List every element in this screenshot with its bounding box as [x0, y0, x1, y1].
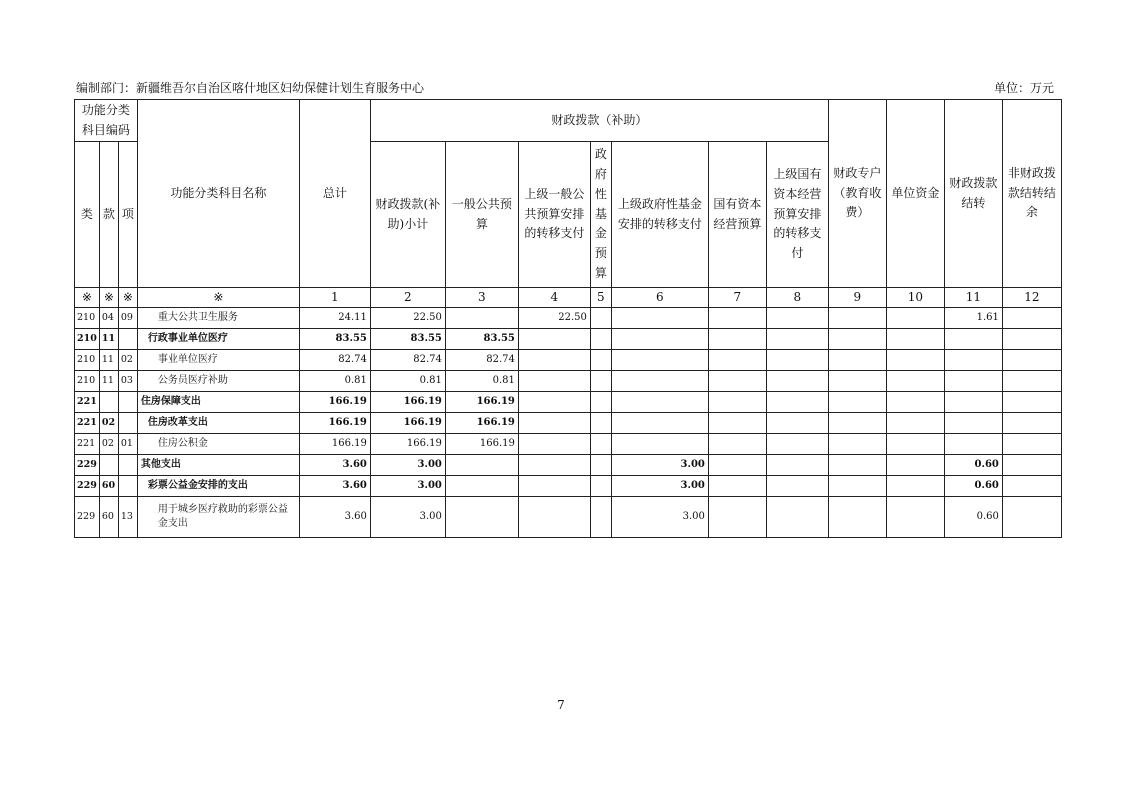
func-name-cell: 行政事业单位医疗: [137, 329, 299, 350]
func-name-cell: 公务员医疗补助: [137, 371, 299, 392]
header-kuan: 款: [99, 142, 118, 288]
lei-cell: 221: [75, 392, 100, 413]
budget-table: [74, 99, 1062, 538]
func-name-cell: 用于城乡医疗救助的彩票公益金支出: [137, 497, 299, 538]
amount-cell-c1: 0.81: [299, 371, 370, 392]
amount-cell-c1: 3.60: [299, 476, 370, 497]
amount-cell-c2: 166.19: [370, 413, 445, 434]
table-row: [75, 392, 1062, 413]
header-fiscal-special: 财政专户（教育收费）: [828, 100, 886, 288]
amount-cell-c12: [1002, 434, 1061, 455]
amount-cell-c9: [828, 371, 886, 392]
index-cell: 6: [611, 288, 708, 308]
header-gov-fund-budget: 政府性基金预算: [590, 142, 611, 288]
amount-cell-c3: [445, 497, 518, 538]
header-upper-general-transfer: 上级一般公共预算安排的转移支付: [518, 142, 590, 288]
amount-cell-c10: [886, 434, 944, 455]
amount-cell-c2: 22.50: [370, 308, 445, 329]
func-name-cell: 住房公积金: [137, 434, 299, 455]
index-cell: 4: [518, 288, 590, 308]
amount-cell-c10: [886, 308, 944, 329]
amount-cell-c5: [590, 413, 611, 434]
amount-cell-c8: [766, 350, 828, 371]
amount-cell-c1: 166.19: [299, 392, 370, 413]
xiang-cell: [118, 329, 137, 350]
header-fiscal-group: 财政拨款（补助）: [370, 100, 828, 142]
xiang-cell: 13: [118, 497, 137, 538]
func-name-cell: 住房改革支出: [137, 413, 299, 434]
table-row: [75, 455, 1062, 476]
amount-cell-c5: [590, 371, 611, 392]
amount-cell-c3: [445, 455, 518, 476]
amount-cell-c7: [708, 434, 766, 455]
xiang-cell: 02: [118, 350, 137, 371]
amount-cell-c3: 0.81: [445, 371, 518, 392]
amount-cell-c12: [1002, 329, 1061, 350]
amount-cell-c6: [611, 413, 708, 434]
amount-cell-c10: [886, 371, 944, 392]
amount-cell-c1: 3.60: [299, 497, 370, 538]
lei-cell: 229: [75, 476, 100, 497]
amount-cell-c7: [708, 329, 766, 350]
amount-cell-c2: 3.00: [370, 497, 445, 538]
amount-cell-c7: [708, 455, 766, 476]
func-name-cell: 其他支出: [137, 455, 299, 476]
amount-cell-c7: [708, 371, 766, 392]
xiang-cell: 01: [118, 434, 137, 455]
index-cell: ※: [118, 288, 137, 308]
amount-cell-c9: [828, 392, 886, 413]
amount-cell-c5: [590, 455, 611, 476]
lei-cell: 221: [75, 413, 100, 434]
amount-cell-c2: 166.19: [370, 392, 445, 413]
amount-cell-c8: [766, 455, 828, 476]
table-row: [75, 476, 1062, 497]
amount-cell-c8: [766, 413, 828, 434]
amount-cell-c1: 24.11: [299, 308, 370, 329]
kuan-cell: 60: [99, 497, 118, 538]
amount-cell-c10: [886, 455, 944, 476]
amount-cell-c4: [518, 392, 590, 413]
amount-cell-c4: [518, 455, 590, 476]
amount-cell-c4: [518, 434, 590, 455]
amount-cell-c7: [708, 413, 766, 434]
index-cell: 12: [1002, 288, 1061, 308]
lei-cell: 210: [75, 350, 100, 371]
xiang-cell: [118, 455, 137, 476]
kuan-cell: 04: [99, 308, 118, 329]
kuan-cell: 60: [99, 476, 118, 497]
amount-cell-c8: [766, 392, 828, 413]
amount-cell-c11: 0.60: [944, 497, 1002, 538]
amount-cell-c12: [1002, 371, 1061, 392]
amount-cell-c12: [1002, 497, 1061, 538]
xiang-cell: [118, 476, 137, 497]
amount-cell-c8: [766, 329, 828, 350]
index-cell: ※: [137, 288, 299, 308]
amount-cell-c4: 22.50: [518, 308, 590, 329]
amount-cell-c11: [944, 434, 1002, 455]
lei-cell: 221: [75, 434, 100, 455]
amount-cell-c2: 166.19: [370, 434, 445, 455]
func-name-cell: 彩票公益金安排的支出: [137, 476, 299, 497]
amount-cell-c9: [828, 329, 886, 350]
header-state-capital-budget: 国有资本经营预算: [708, 142, 766, 288]
index-cell: 7: [708, 288, 766, 308]
header-unit-funds: 单位资金: [886, 100, 944, 288]
amount-cell-c3: 82.74: [445, 350, 518, 371]
amount-cell-c11: [944, 371, 1002, 392]
amount-cell-c12: [1002, 350, 1061, 371]
amount-cell-c5: [590, 350, 611, 371]
amount-cell-c8: [766, 476, 828, 497]
index-cell: 3: [445, 288, 518, 308]
index-cell: 2: [370, 288, 445, 308]
index-cell: 10: [886, 288, 944, 308]
amount-cell-c1: 166.19: [299, 434, 370, 455]
amount-cell-c10: [886, 392, 944, 413]
amount-cell-c11: [944, 413, 1002, 434]
amount-cell-c3: 166.19: [445, 413, 518, 434]
kuan-cell: 02: [99, 413, 118, 434]
amount-cell-c5: [590, 329, 611, 350]
kuan-cell: [99, 455, 118, 476]
amount-cell-c4: [518, 371, 590, 392]
amount-cell-c1: 166.19: [299, 413, 370, 434]
index-row: [75, 288, 1062, 308]
header-general-budget: 一般公共预算: [445, 142, 518, 288]
amount-cell-c3: 166.19: [445, 434, 518, 455]
amount-cell-c9: [828, 350, 886, 371]
amount-cell-c8: [766, 434, 828, 455]
amount-cell-c6: [611, 350, 708, 371]
amount-cell-c11: [944, 392, 1002, 413]
index-cell: 5: [590, 288, 611, 308]
amount-cell-c1: 82.74: [299, 350, 370, 371]
index-cell: 11: [944, 288, 1002, 308]
amount-cell-c11: [944, 329, 1002, 350]
table-row: [75, 329, 1062, 350]
amount-cell-c12: [1002, 455, 1061, 476]
amount-cell-c6: [611, 329, 708, 350]
amount-cell-c11: [944, 350, 1002, 371]
amount-cell-c10: [886, 350, 944, 371]
amount-cell-c12: [1002, 392, 1061, 413]
amount-cell-c4: [518, 497, 590, 538]
index-cell: ※: [75, 288, 100, 308]
amount-cell-c2: 82.74: [370, 350, 445, 371]
index-cell: 8: [766, 288, 828, 308]
amount-cell-c7: [708, 350, 766, 371]
amount-cell-c2: 0.81: [370, 371, 445, 392]
lei-cell: 229: [75, 455, 100, 476]
header-upper-gov-fund-transfer: 上级政府性基金安排的转移支付: [611, 142, 708, 288]
index-cell: ※: [99, 288, 118, 308]
amount-cell-c10: [886, 413, 944, 434]
amount-cell-c9: [828, 434, 886, 455]
kuan-cell: 02: [99, 434, 118, 455]
amount-cell-c10: [886, 476, 944, 497]
table-row: [75, 350, 1062, 371]
header-func-code: 功能分类科目编码: [75, 100, 138, 142]
amount-cell-c5: [590, 308, 611, 329]
amount-cell-c2: 3.00: [370, 455, 445, 476]
amount-cell-c12: [1002, 413, 1061, 434]
lei-cell: 229: [75, 497, 100, 538]
amount-cell-c9: [828, 455, 886, 476]
data-rows: [75, 308, 1062, 538]
header-func-name: 功能分类科目名称: [137, 100, 299, 288]
kuan-cell: 11: [99, 329, 118, 350]
xiang-cell: 09: [118, 308, 137, 329]
amount-cell-c4: [518, 476, 590, 497]
amount-cell-c7: [708, 497, 766, 538]
amount-cell-c8: [766, 308, 828, 329]
header-total: 总计: [299, 100, 370, 288]
amount-cell-c4: [518, 350, 590, 371]
func-name-cell: 住房保障支出: [137, 392, 299, 413]
table-row: [75, 434, 1062, 455]
page-number: 7: [557, 698, 565, 712]
amount-cell-c6: [611, 371, 708, 392]
kuan-cell: 11: [99, 350, 118, 371]
department-label: 编制部门：新疆维吾尔自治区喀什地区妇幼保健计划生育服务中心: [76, 81, 425, 95]
func-name-cell: 事业单位医疗: [137, 350, 299, 371]
table-row: [75, 413, 1062, 434]
xiang-cell: [118, 413, 137, 434]
amount-cell-c2: 3.00: [370, 476, 445, 497]
amount-cell-c8: [766, 497, 828, 538]
amount-cell-c1: 83.55: [299, 329, 370, 350]
amount-cell-c10: [886, 497, 944, 538]
index-cell: 1: [299, 288, 370, 308]
amount-cell-c4: [518, 329, 590, 350]
kuan-cell: [99, 392, 118, 413]
amount-cell-c6: [611, 434, 708, 455]
kuan-cell: 11: [99, 371, 118, 392]
amount-cell-c6: [611, 308, 708, 329]
amount-cell-c8: [766, 371, 828, 392]
lei-cell: 210: [75, 308, 100, 329]
amount-cell-c3: [445, 476, 518, 497]
lei-cell: 210: [75, 371, 100, 392]
amount-cell-c6: 3.00: [611, 497, 708, 538]
amount-cell-c5: [590, 476, 611, 497]
header-xiang: 项: [118, 142, 137, 288]
amount-cell-c6: [611, 392, 708, 413]
amount-cell-c3: 166.19: [445, 392, 518, 413]
func-name-cell: 重大公共卫生服务: [137, 308, 299, 329]
amount-cell-c11: 1.61: [944, 308, 1002, 329]
amount-cell-c9: [828, 476, 886, 497]
amount-cell-c6: 3.00: [611, 455, 708, 476]
header-non-fiscal-carryover: 非财政拨款结转结余: [1002, 100, 1061, 288]
table-row: [75, 371, 1062, 392]
amount-cell-c9: [828, 308, 886, 329]
amount-cell-c4: [518, 413, 590, 434]
amount-cell-c5: [590, 497, 611, 538]
amount-cell-c7: [708, 392, 766, 413]
xiang-cell: [118, 392, 137, 413]
amount-cell-c7: [708, 308, 766, 329]
amount-cell-c6: 3.00: [611, 476, 708, 497]
header-fiscal-subtotal: 财政拨款(补助)小计: [370, 142, 445, 288]
amount-cell-c2: 83.55: [370, 329, 445, 350]
header-lei: 类: [75, 142, 100, 288]
amount-cell-c1: 3.60: [299, 455, 370, 476]
amount-cell-c10: [886, 329, 944, 350]
amount-cell-c9: [828, 413, 886, 434]
lei-cell: 210: [75, 329, 100, 350]
amount-cell-c11: 0.60: [944, 455, 1002, 476]
amount-cell-c3: 83.55: [445, 329, 518, 350]
index-cell: 9: [828, 288, 886, 308]
xiang-cell: 03: [118, 371, 137, 392]
table-row: [75, 308, 1062, 329]
amount-cell-c12: [1002, 308, 1061, 329]
header-upper-state-capital-transfer: 上级国有资本经营预算安排的转移支付: [766, 142, 828, 288]
unit-label: 单位：万元: [993, 81, 1054, 95]
amount-cell-c5: [590, 392, 611, 413]
amount-cell-c9: [828, 497, 886, 538]
table-row: [75, 497, 1062, 538]
amount-cell-c5: [590, 434, 611, 455]
amount-cell-c3: [445, 308, 518, 329]
amount-cell-c12: [1002, 476, 1061, 497]
amount-cell-c7: [708, 476, 766, 497]
amount-cell-c11: 0.60: [944, 476, 1002, 497]
header-fiscal-carryover: 财政拨款结转: [944, 100, 1002, 288]
